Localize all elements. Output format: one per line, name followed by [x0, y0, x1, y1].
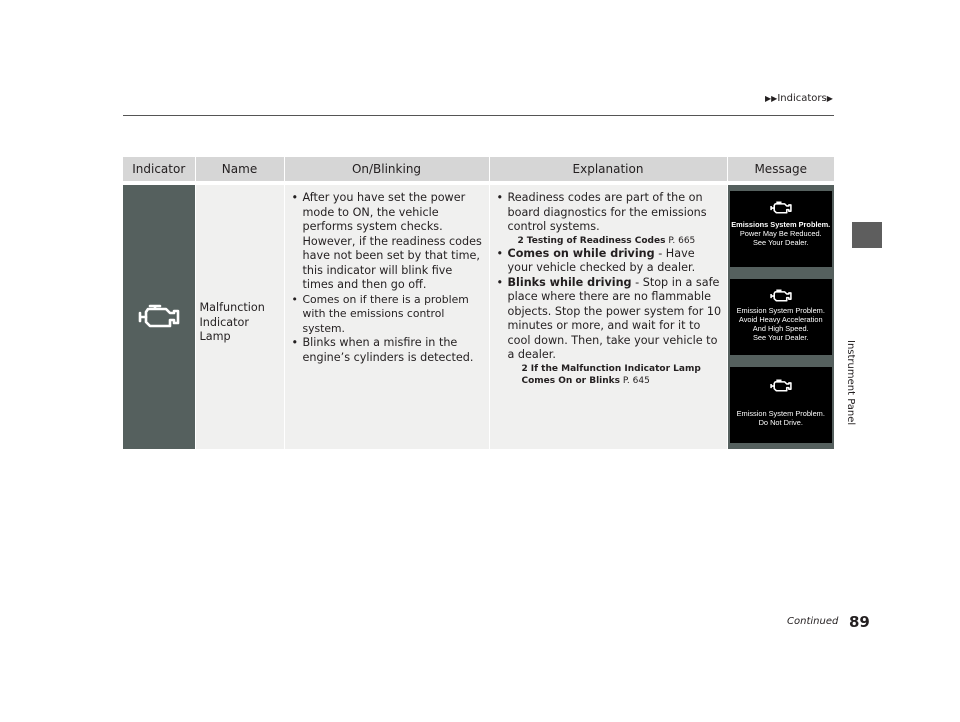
reference-title: If the Malfunction Indicator Lamp Comes On or Blinks: [521, 363, 701, 386]
list-item: [496, 191, 723, 247]
message-line: Power May Be Reduced.: [739, 229, 822, 238]
engine-icon: [136, 300, 182, 330]
explanation-cell: [489, 183, 727, 449]
explanation-text: - Stop in a safe place where there are no flammable objects. Stop the power system for 10 minutes or more, and wait for it to cool down. Then, take your vehicle to a dealer.: [507, 275, 722, 361]
name-cell: [195, 183, 284, 449]
message-title: Emission System Problem.: [736, 409, 825, 418]
list-item: [496, 247, 723, 276]
indicator-cell: [123, 183, 195, 449]
message-line: And High Speed.: [752, 324, 809, 333]
explanation-bold: Comes on while driving: [507, 246, 655, 260]
breadcrumb: [765, 93, 833, 104]
reference-page: P. 645: [622, 375, 650, 386]
explanation-list: [490, 185, 727, 387]
message-title: Emission System Problem.: [736, 306, 825, 315]
cross-reference[interactable]: [508, 235, 723, 247]
message-screen: [730, 279, 832, 355]
cross-reference[interactable]: [508, 363, 723, 387]
reference-icon: 2: [521, 363, 528, 374]
explanation-bold: Blinks while driving: [507, 275, 632, 289]
col-header-message: Message: [727, 157, 834, 183]
on-blinking-list: [285, 185, 489, 365]
double-arrow-icon: ▶▶: [765, 94, 778, 103]
message-title: Emissions System Problem.: [731, 220, 831, 229]
message-screen: [730, 367, 832, 443]
message-line: See Your Dealer.: [753, 238, 809, 247]
reference-icon: 2: [517, 235, 524, 246]
engine-icon: [769, 287, 793, 303]
message-line: Do Not Drive.: [758, 418, 803, 427]
list-item: • Comes on if there is a problem with the emissions control system.: [291, 293, 485, 337]
engine-icon: [769, 199, 793, 215]
col-header-on-blinking: On/Blinking: [284, 157, 489, 183]
reference-title: Testing of Readiness Codes: [526, 235, 666, 246]
section-tab: [852, 222, 882, 248]
breadcrumb-label: Indicators: [777, 93, 827, 104]
list-item: • After you have set the power mode to ON, the vehicle performs system checks. However, if the readiness codes have not been set by that time, this indicator will blink five times and then go off.: [291, 191, 485, 293]
arrow-icon: ▶: [826, 94, 833, 103]
continued-label: Continued: [787, 616, 839, 627]
table-row: [123, 183, 834, 449]
list-item: • Blinks when a misfire in the engine’s cylinders is detected.: [291, 336, 485, 365]
section-label: Instrument Panel: [845, 340, 856, 426]
message-cell: [727, 183, 834, 449]
page-number: 89: [849, 613, 870, 631]
col-header-indicator: Indicator: [123, 157, 195, 183]
reference-page: P. 665: [668, 235, 696, 246]
message-screen: [730, 191, 832, 267]
indicator-name: Malfunction Indicator Lamp: [199, 301, 265, 343]
explanation-text: Readiness codes are part of the on board diagnostics for the emissions control systems.: [507, 191, 707, 233]
engine-icon: [769, 377, 793, 393]
on-blinking-cell: [284, 183, 489, 449]
table-header-row: [123, 157, 834, 183]
col-header-explanation: Explanation: [489, 157, 727, 183]
indicator-table: [123, 157, 834, 449]
header-rule: [123, 115, 834, 116]
col-header-name: Name: [195, 157, 284, 183]
message-line: Avoid Heavy Acceleration: [738, 315, 823, 324]
message-line: See Your Dealer.: [753, 333, 809, 342]
explanation-text: - Have your vehicle checked by a dealer.: [507, 246, 696, 274]
list-item: [496, 276, 723, 387]
